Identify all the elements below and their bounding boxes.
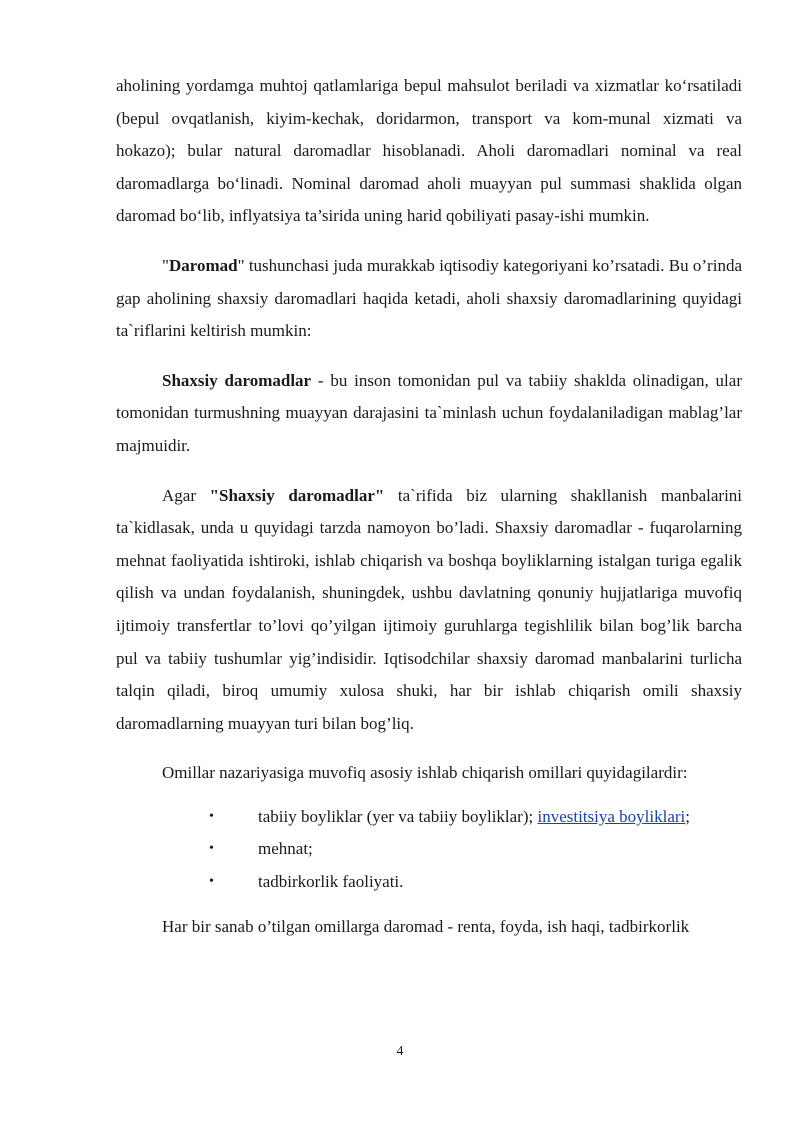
list-item-text: tadbirkorlik faoliyati. — [258, 872, 404, 892]
paragraph-lead: Agar — [162, 485, 210, 505]
paragraph-income-sources — [116, 480, 742, 741]
paragraph-factor-income: Har bir sanab o’tilgan omillarga daromad - renta, foyda, ish haqi, tadbirkorlik — [162, 916, 690, 936]
paragraph-text: ta`rifida biz ularning shakllanish manbalarini ta`kidlasak, unda u quyidagi tarzda namoyon bo’ladi. Shaxsiy daromadlar - fuqarolarning mehnat faoliyatida ishtiroki, ishlab chiqarish va boshqa boyliklarning istalgan turiga egalik qilish va undan foydalanish, shuningdek, ushbu davlatning qonuniy hujjatlariga muvofiq ijtimoiy transfertlar to’lovi qo’yilgan ijtimoiy guruhlarga tegishlilik bilan bog’lik barcha pul va tabiiy tushumlar yig’indisidir. Iqtisodchilar shaxsiy daromad manbalarini turlicha talqin qiladi, biroq umumiy xulosa shuki, har bir ishlab chiqarish omili shaxsiy daromadlarning muayyan turi bilan bog’liq. — [116, 485, 743, 733]
term-daromad: Daromad — [168, 255, 238, 275]
paragraph-personal-income — [116, 365, 742, 463]
list-item — [116, 833, 742, 866]
list-item — [116, 866, 742, 899]
bullet-icon: • — [209, 841, 214, 857]
body-text — [116, 70, 742, 943]
list-item-text: mehnat; — [258, 839, 313, 859]
term-shaxsiy-daromadlar: Shaxsiy daromadlar — [162, 370, 312, 390]
list-item-end: ; — [685, 806, 691, 826]
bullet-icon: • — [209, 808, 214, 824]
list-item-text: tabiiy boyliklar (yer va tabiiy boyliklar); — [258, 806, 538, 826]
investment-link[interactable]: investitsiya boyliklari — [537, 806, 686, 826]
paragraph-text: " tushunchasi juda murakkab iqtisodiy kategoriyani ko’rsatadi. Bu o’rinda gap aholining shaxsiy daromadlari haqida ketadi, aholi shaxsiy daromadlarining quyidagi ta`riflarini keltirish mumkin: — [116, 255, 742, 341]
paragraph-factors-intro: Omillar nazariyasiga muvofiq asosiy ishlab chiqarish omillari quyidagilardir: — [162, 763, 688, 783]
factors-list — [116, 801, 742, 899]
term-shaxsiy-daromadlar-quoted: "Shaxsiy daromadlar" — [209, 485, 385, 505]
quote-mark: " — [162, 255, 169, 275]
paragraph-income-definition — [116, 250, 742, 348]
page-number: 4 — [396, 1044, 404, 1059]
paragraph-text: - bu inson tomonidan pul va tabiiy shakldа olinadigan, ular tomonidan turmushning muayyan darajasini ta`minlash uchun foydalaniladigan mablag’lar majmuidir. — [116, 370, 742, 455]
paragraph-natural-income: aholining yordamga muhtoj qatlamlariga bepul mahsulot beriladi va xizmatlar ko‘rsatiladi (bepul ovqatlanish, kiyim-kechak, doridarmon, transport va kom-munal xizmati va hokazo); bular natural daromadlar hisoblanadi. Aholi daromadlari nominal va real daromadlarga bo‘linadi. Nominal daromad aholi muayyan pul summasi shaklida olgan daromad bo‘lib, inflyatsiya ta’sirida uning harid qobiliyati pasay-ishi mumkin. — [116, 76, 742, 226]
bullet-icon: • — [209, 874, 214, 890]
list-item — [116, 801, 742, 834]
